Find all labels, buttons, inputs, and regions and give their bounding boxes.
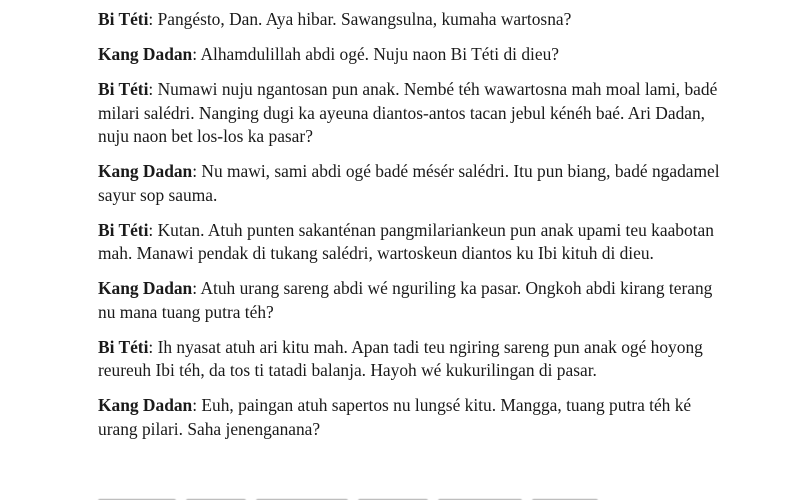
speaker-name: Kang Dadan [98,161,193,181]
cropped-text-line [98,488,618,500]
speaker-name: Kang Dadan [98,44,193,64]
dialogue-turn [98,8,728,32]
dialogue-turn [98,78,728,149]
dialogue-line: : Alhamdulillah abdi ogé. Nuju naon Bi Téti di dieu? [192,44,559,64]
dialogue-line: : Numawi nuju ngantosan pun anak. Nembé téh wawartosna mah moal lami, badé milari salédri. Nanging dugi ka ayeuna diantos-antos tacan jebul kénéh baé. Ari Dadan, nuju naon bet los-los ka pasar? [98,79,718,146]
dialogue-line: : Ih nyasat atuh ari kitu mah. Apan tadi teu ngiring sareng pun anak ogé hoyong reureuh Ibi téh, da tos ti tatadi balanja. Hayoh wé kukurilingan di pasar. [98,336,703,380]
dialogue-line: : Atuh urang sareng abdi wé nguriling ka pasar. Ongkoh abdi kirang terang nu mana tuang putra téh? [98,278,713,322]
dialogue-turn [98,336,728,383]
speaker-name: Kang Dadan [98,278,193,298]
dialogue-line: : Pangésto, Dan. Aya hibar. Sawangsulna, kumaha wartosna? [148,9,572,29]
dialogue-turn [98,43,728,67]
dialogue-turn [98,277,728,324]
speaker-name: Kang Dadan [98,395,193,415]
speaker-name: Bi Téti [98,219,149,240]
dialogue-text [98,8,728,453]
dialogue-turn [98,394,728,441]
dialogue-line: : Nu mawi, sami abdi ogé badé mésér salédri. Itu pun biang, badé ngadamel sayur sop sauma. [98,161,720,205]
dialogue-line: : Euh, paingan atuh sapertos nu lungsé kitu. Mangga, tuang putra téh ké urang pilari. Saha jenenganana? [98,395,692,439]
dialogue-turn [98,160,728,207]
dialogue-turn [98,219,728,266]
speaker-name: Bi Téti [98,79,149,99]
dialogue-line: : Kutan. Atuh punten sakanténan pangmilariankeun pun anak upami teu kaabotan mah. Manawi pendak di tukang salédri, wartoskeun diantos ku Ibi kituh di dieu. [98,219,714,263]
speaker-name: Bi Téti [98,336,149,357]
speaker-name: Bi Téti [98,9,149,29]
